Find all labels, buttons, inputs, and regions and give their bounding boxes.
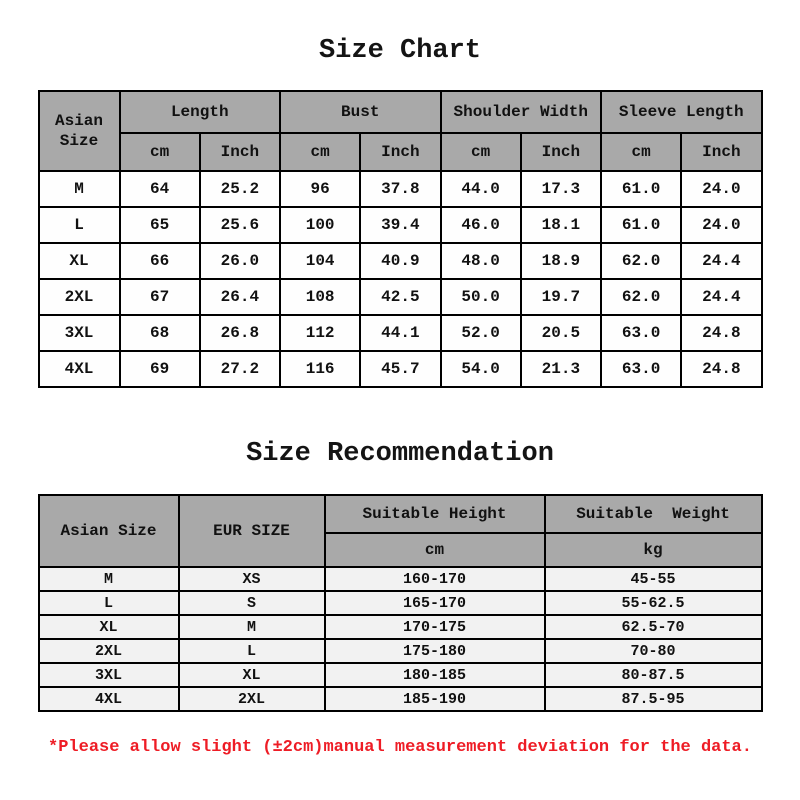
size-recommendation-title: Size Recommendation [246,439,554,469]
size-recommendation-row [39,591,762,615]
measurement-value-cell: 24.8 [681,315,761,351]
measurement-value-cell: 42.5 [360,279,440,315]
size-recommendation-body [39,567,762,711]
corner-header-asian-size: Asian Size [39,91,120,171]
unit-header-bust-inch: Inch [360,133,440,171]
weight-range-cell: 55-62.5 [545,591,762,615]
header-eur-size: EUR SIZE [179,495,325,567]
weight-range-cell: 45-55 [545,567,762,591]
unit-header-sleeve-inch: Inch [681,133,761,171]
col-group-sleeve-length: Sleeve Length [601,91,762,133]
size-chart-row [39,279,762,315]
weight-range-cell: 62.5-70 [545,615,762,639]
size-chart-unit-header-row [39,133,762,171]
measurement-value-cell: 62.0 [601,243,681,279]
height-range-cell: 165-170 [325,591,545,615]
measurement-value-cell: 24.0 [681,171,761,207]
measurement-value-cell: 63.0 [601,351,681,387]
col-group-length: Length [120,91,281,133]
size-recommendation-row [39,687,762,711]
unit-header-bust-cm: cm [280,133,360,171]
height-range-cell: 180-185 [325,663,545,687]
measurement-value-cell: 65 [120,207,200,243]
measurement-value-cell: 24.8 [681,351,761,387]
size-chart-row [39,243,762,279]
size-label-cell: 2XL [39,279,120,315]
weight-range-cell: 70-80 [545,639,762,663]
eur-size-cell: XL [179,663,325,687]
measurement-value-cell: 116 [280,351,360,387]
unit-header-shoulder-inch: Inch [521,133,601,171]
measurement-value-cell: 26.8 [200,315,280,351]
height-range-cell: 175-180 [325,639,545,663]
measurement-value-cell: 44.1 [360,315,440,351]
measurement-value-cell: 66 [120,243,200,279]
measurement-value-cell: 50.0 [441,279,521,315]
weight-range-cell: 87.5-95 [545,687,762,711]
measurement-value-cell: 61.0 [601,207,681,243]
measurement-value-cell: 52.0 [441,315,521,351]
asian-size-cell: 4XL [39,687,179,711]
measurement-value-cell: 26.4 [200,279,280,315]
measurement-value-cell: 18.9 [521,243,601,279]
measurement-value-cell: 19.7 [521,279,601,315]
eur-size-cell: M [179,615,325,639]
measurement-deviation-footnote: *Please allow slight (±2cm)manual measurement deviation for the data. [48,738,752,757]
unit-header-length-inch: Inch [200,133,280,171]
size-recommendation-header [39,495,762,567]
header-asian-size: Asian Size [39,495,179,567]
size-chart-row [39,207,762,243]
size-recommendation-row [39,567,762,591]
measurement-value-cell: 37.8 [360,171,440,207]
size-recommendation-table [38,494,763,712]
size-label-cell: 4XL [39,351,120,387]
measurement-value-cell: 96 [280,171,360,207]
size-chart-header [39,91,762,171]
col-group-bust: Bust [280,91,441,133]
measurement-value-cell: 27.2 [200,351,280,387]
size-recommendation-row [39,639,762,663]
size-recommendation-row [39,663,762,687]
measurement-value-cell: 18.1 [521,207,601,243]
measurement-value-cell: 21.3 [521,351,601,387]
size-chart-group-header-row [39,91,762,133]
measurement-value-cell: 26.0 [200,243,280,279]
eur-size-cell: XS [179,567,325,591]
measurement-value-cell: 62.0 [601,279,681,315]
eur-size-cell: L [179,639,325,663]
measurement-value-cell: 112 [280,315,360,351]
measurement-value-cell: 104 [280,243,360,279]
size-chart-row [39,315,762,351]
unit-header-weight-kg: kg [545,533,762,567]
measurement-value-cell: 64 [120,171,200,207]
eur-size-cell: S [179,591,325,615]
recommendation-group-header-row [39,495,762,533]
size-chart-row [39,171,762,207]
measurement-value-cell: 63.0 [601,315,681,351]
unit-header-length-cm: cm [120,133,200,171]
weight-range-cell: 80-87.5 [545,663,762,687]
eur-size-cell: 2XL [179,687,325,711]
height-range-cell: 160-170 [325,567,545,591]
measurement-value-cell: 48.0 [441,243,521,279]
header-suitable-height: Suitable Height [325,495,545,533]
measurement-value-cell: 24.4 [681,243,761,279]
asian-size-cell: XL [39,615,179,639]
measurement-value-cell: 108 [280,279,360,315]
measurement-value-cell: 69 [120,351,200,387]
header-suitable-weight: Suitable Weight [545,495,762,533]
measurement-value-cell: 44.0 [441,171,521,207]
measurement-value-cell: 40.9 [360,243,440,279]
size-chart-row [39,351,762,387]
unit-header-shoulder-cm: cm [441,133,521,171]
measurement-value-cell: 39.4 [360,207,440,243]
size-chart-title: Size Chart [318,36,482,66]
size-label-cell: XL [39,243,120,279]
asian-size-cell: 3XL [39,663,179,687]
size-chart-body [39,171,762,387]
col-group-shoulder-width: Shoulder Width [441,91,602,133]
size-label-cell: L [39,207,120,243]
size-recommendation-row [39,615,762,639]
measurement-value-cell: 61.0 [601,171,681,207]
unit-header-sleeve-cm: cm [601,133,681,171]
measurement-value-cell: 54.0 [441,351,521,387]
measurement-value-cell: 46.0 [441,207,521,243]
size-label-cell: 3XL [39,315,120,351]
measurement-value-cell: 17.3 [521,171,601,207]
measurement-value-cell: 24.4 [681,279,761,315]
size-label-cell: M [39,171,120,207]
asian-size-cell: L [39,591,179,615]
asian-size-cell: 2XL [39,639,179,663]
asian-size-cell: M [39,567,179,591]
measurement-value-cell: 24.0 [681,207,761,243]
measurement-value-cell: 68 [120,315,200,351]
measurement-value-cell: 100 [280,207,360,243]
height-range-cell: 185-190 [325,687,545,711]
measurement-value-cell: 20.5 [521,315,601,351]
height-range-cell: 170-175 [325,615,545,639]
measurement-value-cell: 67 [120,279,200,315]
measurement-value-cell: 45.7 [360,351,440,387]
measurement-value-cell: 25.6 [200,207,280,243]
size-chart-table [38,90,763,388]
unit-header-height-cm: cm [325,533,545,567]
measurement-value-cell: 25.2 [200,171,280,207]
